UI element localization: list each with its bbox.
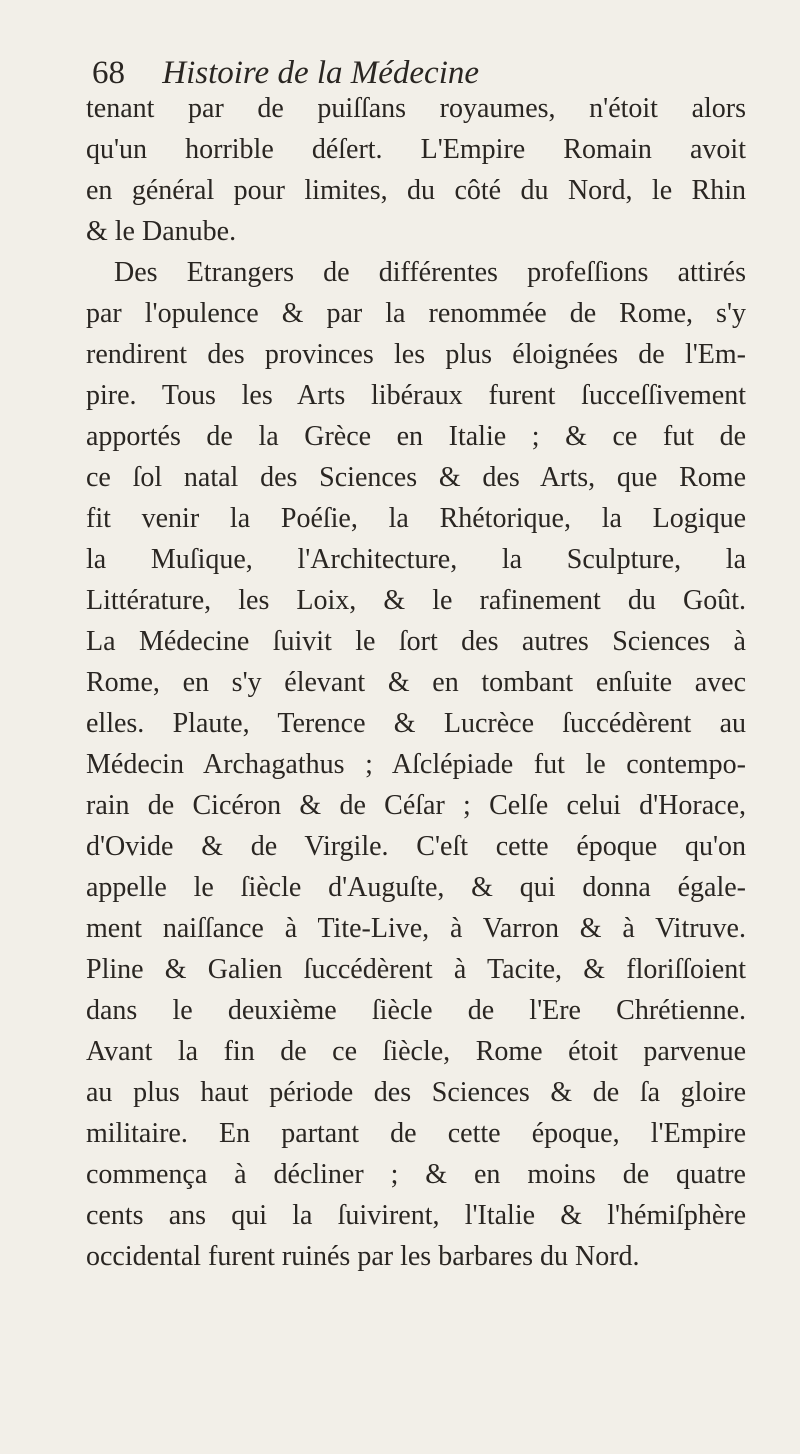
text-line: & le Danube. [86, 216, 237, 247]
text-line: Rome, en s'y élevant & en tombant enſuite avec [86, 667, 746, 698]
text-line: Médecin Archagathus ; Aſclépiade fut le contempo- [86, 749, 746, 780]
text-line: Littérature, les Loix, & le rafinement du Goût. [86, 585, 746, 616]
text-line: rendirent des provinces les plus éloignées de l'Em- [86, 339, 746, 370]
text-line: tenant par de puiſſans royaumes, n'étoit alors [86, 93, 746, 124]
text-line: Des Etrangers de différentes profeſſions attirés [114, 257, 746, 288]
text-line: par l'opulence & par la renommée de Rome, s'y [86, 298, 746, 329]
text-line: appelle le ſiècle d'Auguſte, & qui donna égale- [86, 872, 746, 903]
text-line: fit venir la Poéſie, la Rhétorique, la Logique [86, 503, 746, 534]
running-title: Histoire de la Médecine [162, 55, 480, 91]
text-line: elles. Plaute, Terence & Lucrèce ſuccédèrent au [86, 708, 746, 739]
text-line: ment naiſſance à Tite-Live, à Varron & à Vitruve. [86, 913, 746, 944]
text-line: La Médecine ſuivit le ſort des autres Sciences à [86, 626, 746, 657]
text-line: commença à décliner ; & en moins de quatre [86, 1159, 746, 1190]
text-line: cents ans qui la ſuivirent, l'Italie & l'hémiſphère [86, 1200, 746, 1231]
text-line: Avant la fin de ce ſiècle, Rome étoit parvenue [86, 1036, 746, 1067]
text-line: au plus haut période des Sciences & de ſa gloire [86, 1077, 746, 1108]
text-line: Pline & Galien ſuccédèrent à Tacite, & floriſſoient [86, 954, 746, 985]
text-line: ce ſol natal des Sciences & des Arts, que Rome [86, 462, 746, 493]
text-line: la Muſique, l'Architecture, la Sculpture, la [86, 544, 746, 575]
text-line: rain de Cicéron & de Céſar ; Celſe celui d'Horace, [86, 790, 746, 821]
page-number: 68 [92, 55, 125, 91]
text-line: militaire. En partant de cette époque, l'Empire [86, 1118, 746, 1149]
text-line: en général pour limites, du côté du Nord, le Rhin [86, 175, 746, 206]
text-line: dans le deuxième ſiècle de l'Ere Chrétienne. [86, 995, 746, 1026]
text-line: apportés de la Grèce en Italie ; & ce fut de [86, 421, 746, 452]
text-line: pire. Tous les Arts libéraux furent ſucceſſivement [86, 380, 746, 411]
text-line: qu'un horrible déſert. L'Empire Romain avoit [86, 134, 746, 165]
text-line: d'Ovide & de Virgile. C'eſt cette époque qu'on [86, 831, 746, 862]
body-text [86, 88, 746, 1277]
text-line: occidental furent ruinés par les barbares du Nord. [86, 1241, 640, 1272]
